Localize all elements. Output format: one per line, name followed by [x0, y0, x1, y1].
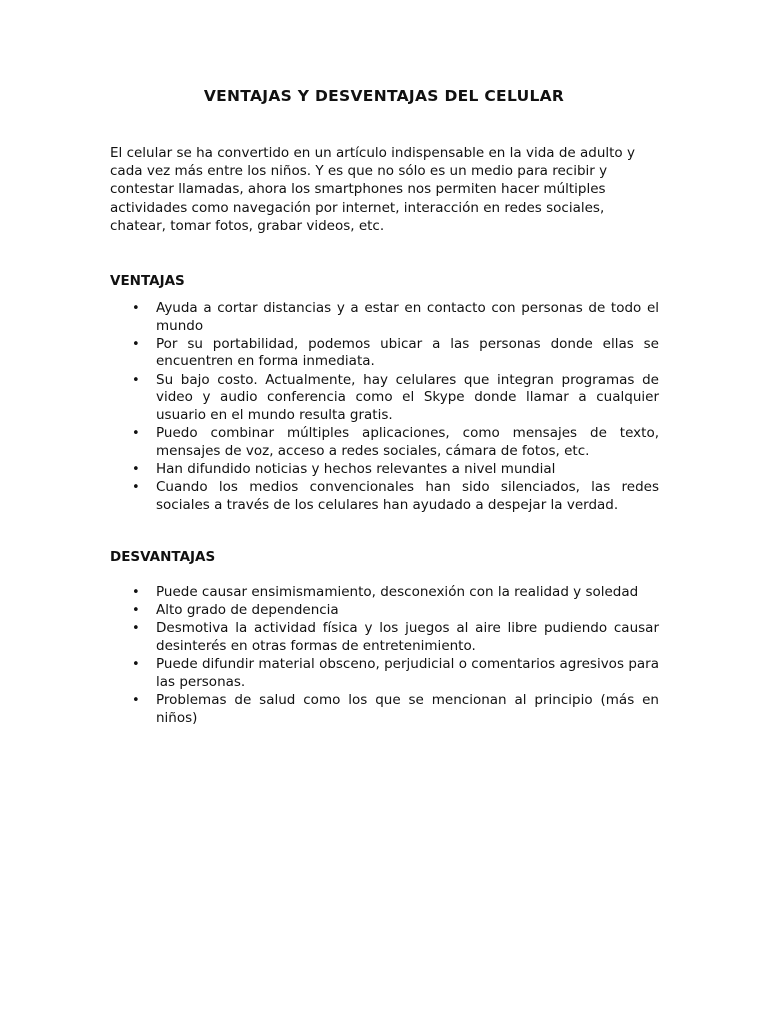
bullet-icon: •: [132, 425, 140, 441]
list-item: [132, 479, 659, 514]
bullet-icon: •: [132, 657, 140, 673]
list-item: [132, 692, 659, 727]
list-item-text: Han difundido noticias y hechos relevantes a nivel mundial: [156, 460, 556, 477]
bullet-icon: •: [132, 301, 140, 316]
list-item-text: Cuando los medios convencionales han sido silenciados, las redes sociales a través de los celulares han ayudado a despejar la verdad.: [156, 478, 659, 513]
list-item-text: Puede causar ensimismamiento, desconexión con la realidad y soledad: [156, 584, 639, 600]
list-item-text: Puedo combinar múltiples aplicaciones, como mensajes de texto, mensajes de voz, acceso a redes sociales, cámara de fotos, etc.: [156, 424, 659, 459]
bullet-icon: •: [132, 692, 140, 708]
bullet-icon: •: [132, 336, 140, 352]
list-item-text: Puede difundir material obsceno, perjudicial o comentarios agresivos para las personas.: [156, 656, 659, 690]
list-item-text: Por su portabilidad, podemos ubicar a las personas donde ellas se encuentren en forma inmediata.: [156, 335, 659, 370]
list-item: [132, 584, 659, 602]
list-item-text: Ayuda a cortar distancias y a estar en contacto con personas de todo el mundo: [156, 300, 659, 334]
bullet-icon: •: [132, 479, 140, 495]
bullet-icon: •: [132, 461, 140, 477]
bullet-icon: •: [132, 621, 140, 637]
bullet-icon: •: [132, 603, 140, 619]
list-item: [132, 656, 659, 691]
list-item: [132, 372, 659, 425]
ventajas-list: [132, 300, 659, 515]
list-item: [132, 461, 659, 479]
list-item-text: Problemas de salud como los que se mencionan al principio (más en niños): [156, 691, 659, 726]
list-item: [132, 620, 659, 655]
list-item-text: Alto grado de dependencia: [156, 602, 339, 619]
desventajas-list: [132, 584, 659, 728]
bullet-icon: •: [132, 585, 140, 600]
list-item: [132, 425, 659, 460]
document-title: VENTAJAS Y DESVENTAJAS DEL CELULAR: [203, 87, 565, 105]
bullet-icon: •: [132, 372, 140, 388]
list-item-text: Desmotiva la actividad física y los juegos al aire libre pudiendo causar desinterés en otras formas de entretenimiento.: [156, 620, 659, 654]
intro-paragraph: El celular se ha convertido en un artículo indispensable en la vida de adulto y cada vez más entre los niños. Y es que no sólo es un medio para recibir y contestar llamadas, ahora los smartphones nos permiten hacer múltiples actividades como navegación por internet, interacción en redes sociales, chatear, tomar fotos, grabar videos, etc.: [110, 145, 635, 234]
list-item: [132, 602, 659, 620]
list-item-text: Su bajo costo. Actualmente, hay celulares que integran programas de video y audio conferencia como el Skype donde llamar a cualquier usuario en el mundo resulta gratis.: [156, 371, 659, 423]
desventajas-heading: DESVANTAJAS: [110, 549, 216, 565]
ventajas-heading: VENTAJAS: [110, 273, 185, 289]
list-item: [132, 336, 659, 371]
list-item: [132, 300, 659, 335]
